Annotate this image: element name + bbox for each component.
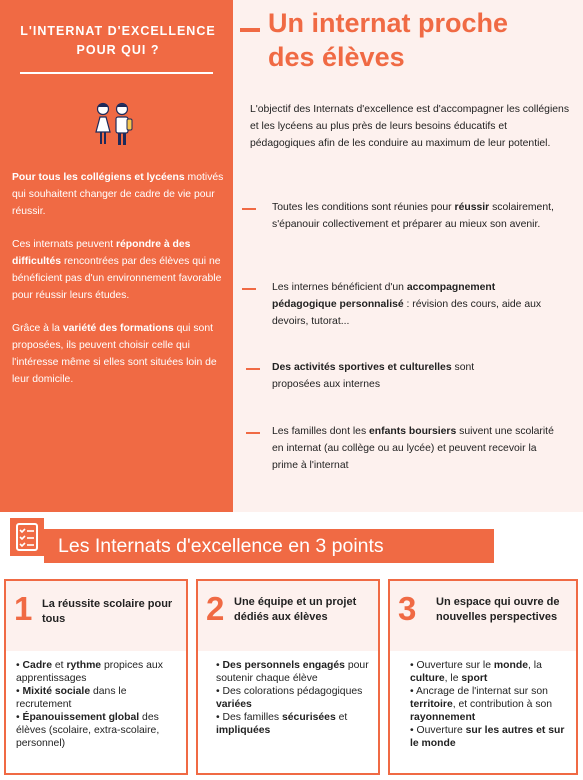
- list-item: [16, 685, 184, 711]
- banner-icon-box: [10, 518, 44, 556]
- text: propices aux apprentissages: [16, 660, 163, 684]
- intro-paragraph: L'objectif des Internats d'excellence est d'accompagner les collégiens et les lycéens au plus près de leurs besoins éducatifs et pédagogiques afin de les conduire au maximum de leur potentiel.: [250, 104, 570, 149]
- bullet-dash: [246, 432, 260, 434]
- left-panel-title: [8, 22, 228, 60]
- left-title-line1: L'INTERNAT D'EXCELLENCE: [20, 24, 216, 38]
- point-card-3: [388, 579, 578, 775]
- list-item: [410, 685, 572, 724]
- text: motivés qui souhaitent changer de cadre de vie pour réussir.: [12, 172, 224, 217]
- list-item: [216, 685, 376, 711]
- list-item: [16, 711, 184, 750]
- students-icon: [92, 100, 134, 150]
- emphasis: réussir: [454, 202, 490, 213]
- text: • Des colorations pédagogiques: [216, 686, 363, 697]
- bullet-3: [272, 360, 512, 394]
- emphasis: Des personnels engagés: [222, 660, 345, 671]
- list-item: [216, 659, 376, 685]
- title-divider: [20, 72, 213, 74]
- main-heading-line2: des élèves: [268, 42, 405, 72]
- emphasis: sécurisées: [282, 712, 336, 723]
- left-title-line2: POUR QUI ?: [76, 43, 160, 57]
- list-item: [216, 711, 376, 737]
- text: •: [16, 660, 23, 671]
- text: , le: [444, 673, 462, 684]
- point-card-1: [4, 579, 188, 775]
- bullet-dash: [242, 208, 256, 210]
- emphasis: impliquées: [216, 725, 271, 736]
- emphasis: rayonnement: [410, 712, 476, 723]
- text: Ces internats peuvent: [12, 239, 116, 251]
- left-paragraph-1: [12, 170, 228, 220]
- text: Les familles dont les: [272, 426, 370, 437]
- left-panel-body: [12, 170, 228, 405]
- card-number: 3: [398, 590, 417, 627]
- emphasis: Mixité sociale: [22, 686, 91, 697]
- emphasis: sur les autres et sur le monde: [410, 725, 565, 749]
- emphasis: variées: [216, 699, 252, 710]
- point-card-2: [196, 579, 380, 775]
- emphasis: répondre à des difficultés: [12, 239, 191, 267]
- card-title: Une équipe et un projet dédiés aux élèves: [234, 596, 357, 623]
- bullet-2: [272, 280, 562, 330]
- text: rencontrées par des élèves qui ne bénéficient pas d'un environnement favorable pour réussir leurs études.: [12, 255, 222, 301]
- text: •: [216, 660, 223, 671]
- card-number: 2: [206, 590, 225, 627]
- text: Les internes bénéficient d'un: [272, 282, 407, 293]
- left-paragraph-2: [12, 237, 228, 304]
- emphasis: rythme: [66, 660, 102, 671]
- text: • Ancrage de l'internat sur son: [410, 686, 548, 697]
- emphasis: culture: [410, 673, 445, 684]
- main-heading-line1: Un internat proche: [268, 8, 509, 38]
- bullet-dash: [242, 288, 256, 290]
- text: •: [16, 712, 23, 723]
- text: scolairement, s'épanouir collectivement et préparer au mieux son avenir.: [272, 202, 554, 230]
- text: , et contribution à son: [452, 699, 553, 710]
- text: sont proposées aux internes: [272, 362, 475, 390]
- card-number: 1: [14, 590, 33, 627]
- text: • Ouverture: [410, 725, 466, 736]
- text: des élèves (scolaire, extra-scolaire, personnel): [16, 712, 160, 749]
- text: et: [51, 660, 67, 671]
- list-item: [16, 659, 184, 685]
- emphasis: Cadre: [22, 660, 52, 671]
- text: qui sont proposées, ils peuvent choisir celle qui l'intéresse même si elles sont situées loin de leur domicile.: [12, 323, 217, 385]
- bullet-4: [272, 424, 562, 474]
- heading-dash: [240, 28, 260, 32]
- bullet-1: [272, 200, 562, 234]
- section-banner: Les Internats d'excellence en 3 points: [44, 529, 494, 563]
- list-item: [410, 724, 572, 750]
- checklist-icon: [10, 518, 44, 556]
- emphasis: Des activités sportives et culturelles: [272, 362, 452, 373]
- card-title: Un espace qui ouvre de nouvelles perspectives: [436, 596, 560, 623]
- main-heading: [268, 6, 578, 74]
- emphasis: enfants boursiers: [369, 426, 457, 437]
- text: suivent une scolarité en internat (au collège ou au lycée) et peuvent recevoir la prime à l'internat: [272, 426, 554, 471]
- left-paragraph-3: [12, 321, 228, 388]
- left-panel: [0, 0, 233, 512]
- text: Grâce à la: [12, 323, 63, 335]
- text: • Ouverture sur le: [410, 660, 494, 671]
- text: • Des familles: [216, 712, 282, 723]
- emphasis: monde: [493, 660, 528, 671]
- text: •: [16, 686, 23, 697]
- emphasis: accompagnement pédagogique personnalisé: [272, 282, 496, 310]
- card-header: [198, 581, 378, 651]
- card-list: [410, 659, 572, 750]
- emphasis: territoire: [410, 699, 453, 710]
- card-list: [16, 659, 184, 750]
- emphasis: Pour tous les collégiens et lycéens: [12, 172, 185, 183]
- bullet-dash: [246, 368, 260, 370]
- text: , la: [527, 660, 542, 671]
- text: Toutes les conditions sont réunies pour: [272, 202, 455, 213]
- text: dans le recrutement: [16, 686, 127, 710]
- text: : révision des cours, aide aux devoirs, tutorat...: [272, 298, 542, 327]
- emphasis: Épanouissement global: [22, 712, 140, 723]
- card-header: [6, 581, 186, 651]
- text: et: [335, 712, 348, 723]
- card-title: La réussite scolaire pour tous: [42, 598, 173, 625]
- text: pour soutenir chaque élève: [216, 660, 369, 684]
- emphasis: sport: [461, 673, 488, 684]
- card-header: [390, 581, 576, 651]
- emphasis: variété des formations: [62, 323, 174, 335]
- card-list: [216, 659, 376, 737]
- list-item: [410, 659, 572, 685]
